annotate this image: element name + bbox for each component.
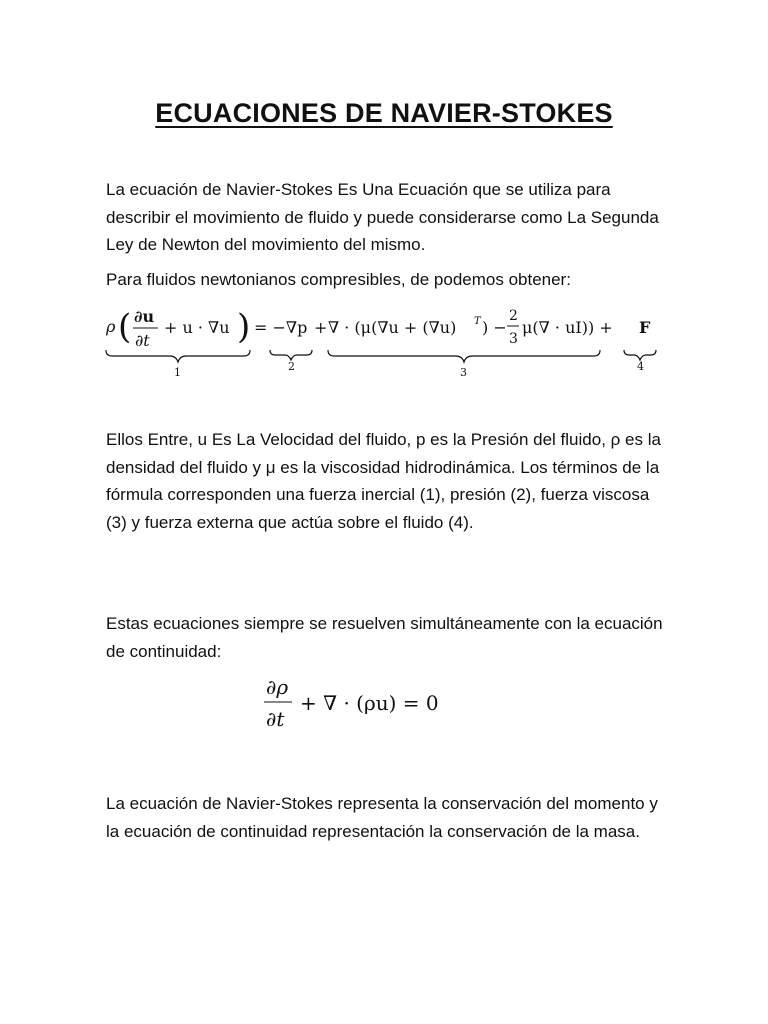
eq1-mu-div: μ(∇ · uI)) + <box>522 318 613 337</box>
eq2-denominator: ∂t <box>266 707 285 731</box>
underbrace-2 <box>270 350 312 360</box>
term-label-4: 4 <box>637 360 644 373</box>
eq1-viscous: ∇ · (μ(∇u + (∇u) <box>328 318 457 337</box>
conclusion-text: La ecuación de Navier-Stokes representa la conservación del momento y la ecuación de continuidad representación la conservación de la masa. <box>106 794 658 841</box>
underbrace-4 <box>624 350 656 360</box>
conclusion-paragraph <box>106 790 666 845</box>
definitions-text: Ellos Entre, u Es La Velocidad del fluido, p es la Presión del fluido, ρ es la densidad del fluido y μ es la viscosidad hidrodinámica. Los términos de la fórmula corresponden una fuerza inercial (1), presión (2), fuerza viscosa (3) y fuerza externa que actúa sobre el fluido (4). <box>106 430 661 532</box>
eq1-force: F <box>639 318 651 337</box>
eq1-minus: ) − <box>482 318 507 337</box>
lead-in-text: Para fluidos newtonianos compresibles, de podemos obtener: <box>106 270 571 289</box>
continuity-equation <box>260 672 460 742</box>
navier-stokes-equation <box>102 296 672 386</box>
definitions-paragraph <box>106 426 666 536</box>
intro-text: La ecuación de Navier-Stokes Es Una Ecuación que se utiliza para describir el movimiento de fluido y puede considerarse como La Segunda Ley de Newton del movimiento del mismo. <box>106 180 659 254</box>
intro-paragraph <box>106 176 666 259</box>
term-label-2: 2 <box>288 360 295 373</box>
continuity-intro-text: Estas ecuaciones siempre se resuelven simultáneamente con la ecuación de continuidad: <box>106 614 663 661</box>
term-label-1: 1 <box>174 366 181 379</box>
eq1-right-paren: ) <box>237 307 251 347</box>
eq1-left-paren: ( <box>118 307 132 347</box>
eq1-rho: ρ <box>106 317 116 336</box>
eq1-three: 3 <box>509 331 518 347</box>
eq1-plus: + <box>314 318 328 337</box>
eq1-pressure: = −∇p <box>254 318 308 337</box>
underbrace-1 <box>106 350 250 362</box>
eq1-two: 2 <box>509 308 518 324</box>
eq1-partial-u: ∂u <box>134 307 155 326</box>
underbrace-3 <box>328 350 600 362</box>
eq1-advection: + u · ∇u <box>164 318 230 337</box>
eq2-numerator: ∂ρ <box>266 675 289 699</box>
page-title: ECUACIONES DE NAVIER-STOKES <box>155 98 613 128</box>
term-label-3: 3 <box>460 366 467 379</box>
eq2-rest: + ∇ · (ρu) = 0 <box>300 691 439 715</box>
lead-in-paragraph <box>106 266 666 294</box>
continuity-intro-paragraph <box>106 610 666 665</box>
eq1-transpose: T <box>474 316 481 327</box>
eq1-partial-t: ∂t <box>135 331 150 350</box>
